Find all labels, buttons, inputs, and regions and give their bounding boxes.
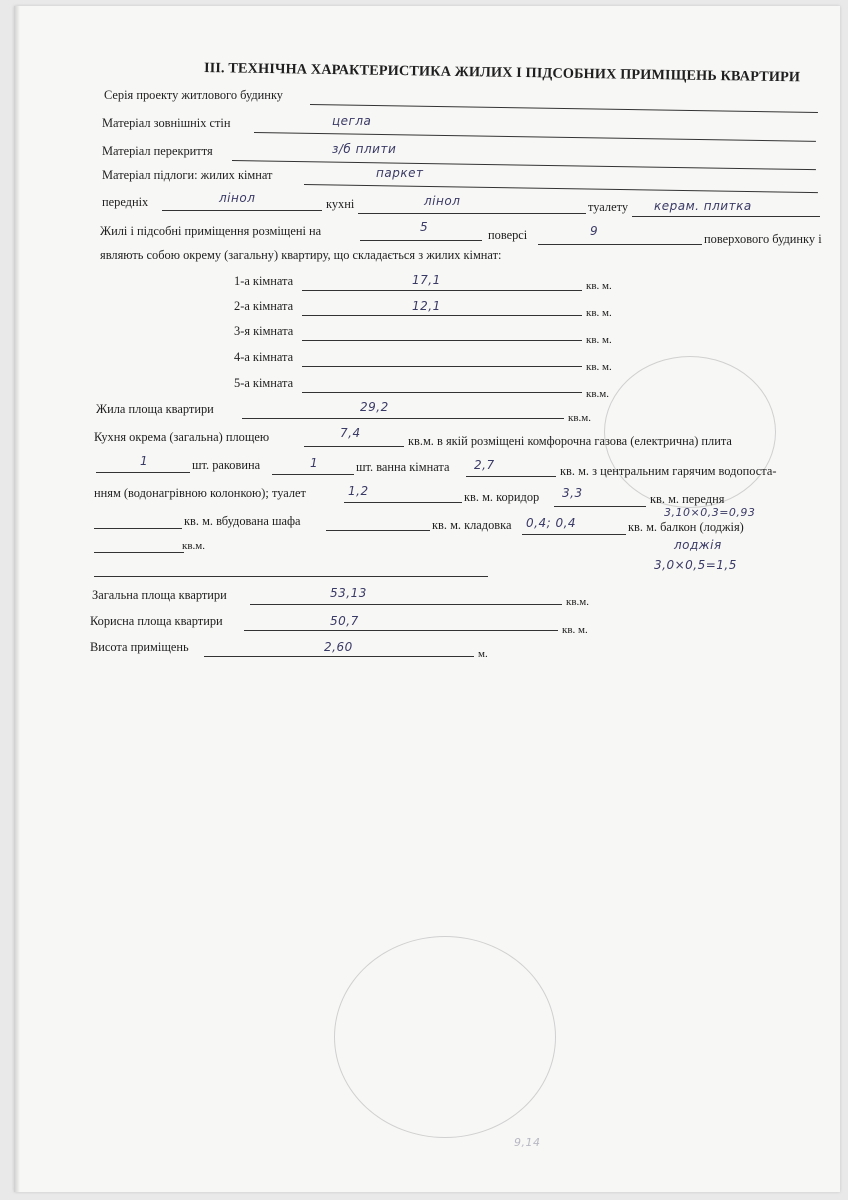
kitchen-label: Кухня окрема (загальна) площею <box>94 430 270 444</box>
floor-material-label: Матеріал підлоги: жилих кімнат <box>102 168 273 182</box>
blank-line <box>94 576 488 577</box>
floor-toilet-line <box>632 216 820 217</box>
pantry-label: кв. м. кладовка <box>432 518 512 532</box>
room-2-label: 2-а кімната <box>234 299 294 313</box>
corridor-area-line <box>554 506 646 507</box>
floor-toilet-value: керам. плитка <box>654 199 752 213</box>
room-5-line <box>302 392 582 393</box>
building-suffix: поверхового будинку і <box>704 232 822 246</box>
project-series-line <box>310 104 818 113</box>
wall-material-value: цегла <box>332 114 372 128</box>
page-fold-shadow <box>14 6 20 1192</box>
balcony-note: лоджія <box>674 538 722 552</box>
total-floors-line <box>538 244 702 245</box>
balcony-calc: 3,0×0,5=1,5 <box>654 558 737 572</box>
document-page <box>14 6 840 1192</box>
faint-stamp-mark <box>334 936 556 1138</box>
margin-pencil-note: 9,14 <box>514 1136 541 1149</box>
toilet-area-line <box>344 502 462 503</box>
sinks-label: шт. раковина <box>192 458 261 472</box>
useful-area-unit: кв. м. <box>562 624 588 636</box>
total-area-unit: кв.м. <box>566 596 589 608</box>
room-5-unit: кв.м. <box>586 388 609 400</box>
floor-number-value: 5 <box>420 220 429 234</box>
room-4-line <box>302 366 582 367</box>
sinks-line <box>96 472 190 473</box>
floor-living-line <box>304 184 818 193</box>
floor-kitchen-value: лінол <box>424 194 461 208</box>
floor-hall-value: лінол <box>219 191 256 205</box>
kitchen-area-line <box>304 446 404 447</box>
bath-area-line <box>466 476 556 477</box>
floor-kitchen-line <box>358 213 586 214</box>
room-3-unit: кв. м. <box>586 334 612 346</box>
ceiling-material-value: з/б плити <box>332 142 397 156</box>
room-4-unit: кв. м. <box>586 361 612 373</box>
bath-area-value: 2,7 <box>474 458 495 472</box>
bath-label: шт. ванна кімната <box>356 460 450 474</box>
room-3-line <box>302 340 582 341</box>
living-area-value: 29,2 <box>360 400 389 414</box>
heating-text: кв. м. з центральним гарячим водопоста- <box>560 464 777 478</box>
height-unit: м. <box>478 648 488 660</box>
total-area-line <box>250 604 562 605</box>
floor-suffix: поверсі <box>488 228 528 242</box>
hall-label: передніх <box>102 195 149 209</box>
room-1-value: 17,1 <box>412 273 441 287</box>
hall-area-calc: 3,10×0,3=0,93 <box>664 506 756 519</box>
wardrobe-line <box>326 530 430 531</box>
ceiling-material-line <box>232 160 816 170</box>
heating-text-2: нням (водонагрівною колонкою); туалет <box>94 486 306 500</box>
toilet-area-value: 1,2 <box>348 484 369 498</box>
living-area-label: Жила площа квартири <box>96 402 214 416</box>
wardrobe-label: кв. м. вбудована шафа <box>184 514 301 528</box>
room-3-label: 3-я кімната <box>234 324 294 338</box>
room-4-label: 4-а кімната <box>234 350 294 364</box>
room-1-line <box>302 290 582 291</box>
useful-area-value: 50,7 <box>330 614 359 628</box>
pantry-area-value: 0,4; 0,4 <box>526 516 577 530</box>
floor-number-line <box>360 240 482 241</box>
baths-value: 1 <box>310 456 319 470</box>
living-area-line <box>242 418 564 419</box>
pantry-area-line <box>522 534 626 535</box>
floor-hall-line <box>162 210 322 211</box>
floor-living-value: паркет <box>376 166 424 180</box>
corridor-area-value: 3,3 <box>562 486 583 500</box>
balcony-area-line <box>94 552 184 553</box>
room-5-label: 5-а кімната <box>234 376 294 390</box>
total-area-value: 53,13 <box>330 586 367 600</box>
useful-area-line <box>244 630 558 631</box>
wall-material-line <box>254 132 816 142</box>
baths-line <box>272 474 354 475</box>
apartment-description: являють собою окрему (загальну) квартиру, що складається з жилих кімнат: <box>100 248 502 262</box>
room-1-unit: кв. м. <box>586 280 612 292</box>
ceiling-material-label: Матеріал перекриття <box>102 144 213 158</box>
wall-material-label: Матеріал зовнішніх стін <box>102 116 231 130</box>
toilet-floor-label: туалету <box>588 200 629 214</box>
balcony-label: кв. м. балкон (лоджія) <box>628 520 744 534</box>
living-area-unit: кв.м. <box>568 412 591 424</box>
section-title: III. ТЕХНІЧНА ХАРАКТЕРИСТИКА ЖИЛИХ І ПІДСОБНИХ ПРИМІЩЕНЬ КВАРТИРИ <box>203 60 801 86</box>
located-label: Жилі і підсобні приміщення розміщені на <box>100 224 322 238</box>
faint-stamp-mark <box>604 356 776 508</box>
total-area-label: Загальна площа квартири <box>92 588 227 602</box>
kitchen-floor-label: кухні <box>326 197 355 211</box>
total-floors-value: 9 <box>590 224 599 238</box>
room-2-value: 12,1 <box>412 299 441 313</box>
sinks-value: 1 <box>140 454 149 468</box>
useful-area-label: Корисна площа квартири <box>90 614 223 628</box>
hall-area-line <box>94 528 182 529</box>
balcony-unit: кв.м. <box>182 540 205 552</box>
kitchen-area-value: 7,4 <box>340 426 361 440</box>
height-label: Висота приміщень <box>90 640 189 654</box>
stove-text: кв.м. в якій розміщені комфорочна газова (електрична) плита <box>408 434 732 448</box>
project-series-label: Серія проекту житлового будинку <box>104 88 283 102</box>
room-2-line <box>302 315 582 316</box>
room-1-label: 1-а кімната <box>234 274 294 288</box>
corridor-label: кв. м. коридор <box>464 490 540 504</box>
height-line <box>204 656 474 657</box>
height-value: 2,60 <box>324 640 353 654</box>
hall-area-label: кв. м. передня <box>650 492 725 506</box>
room-2-unit: кв. м. <box>586 307 612 319</box>
